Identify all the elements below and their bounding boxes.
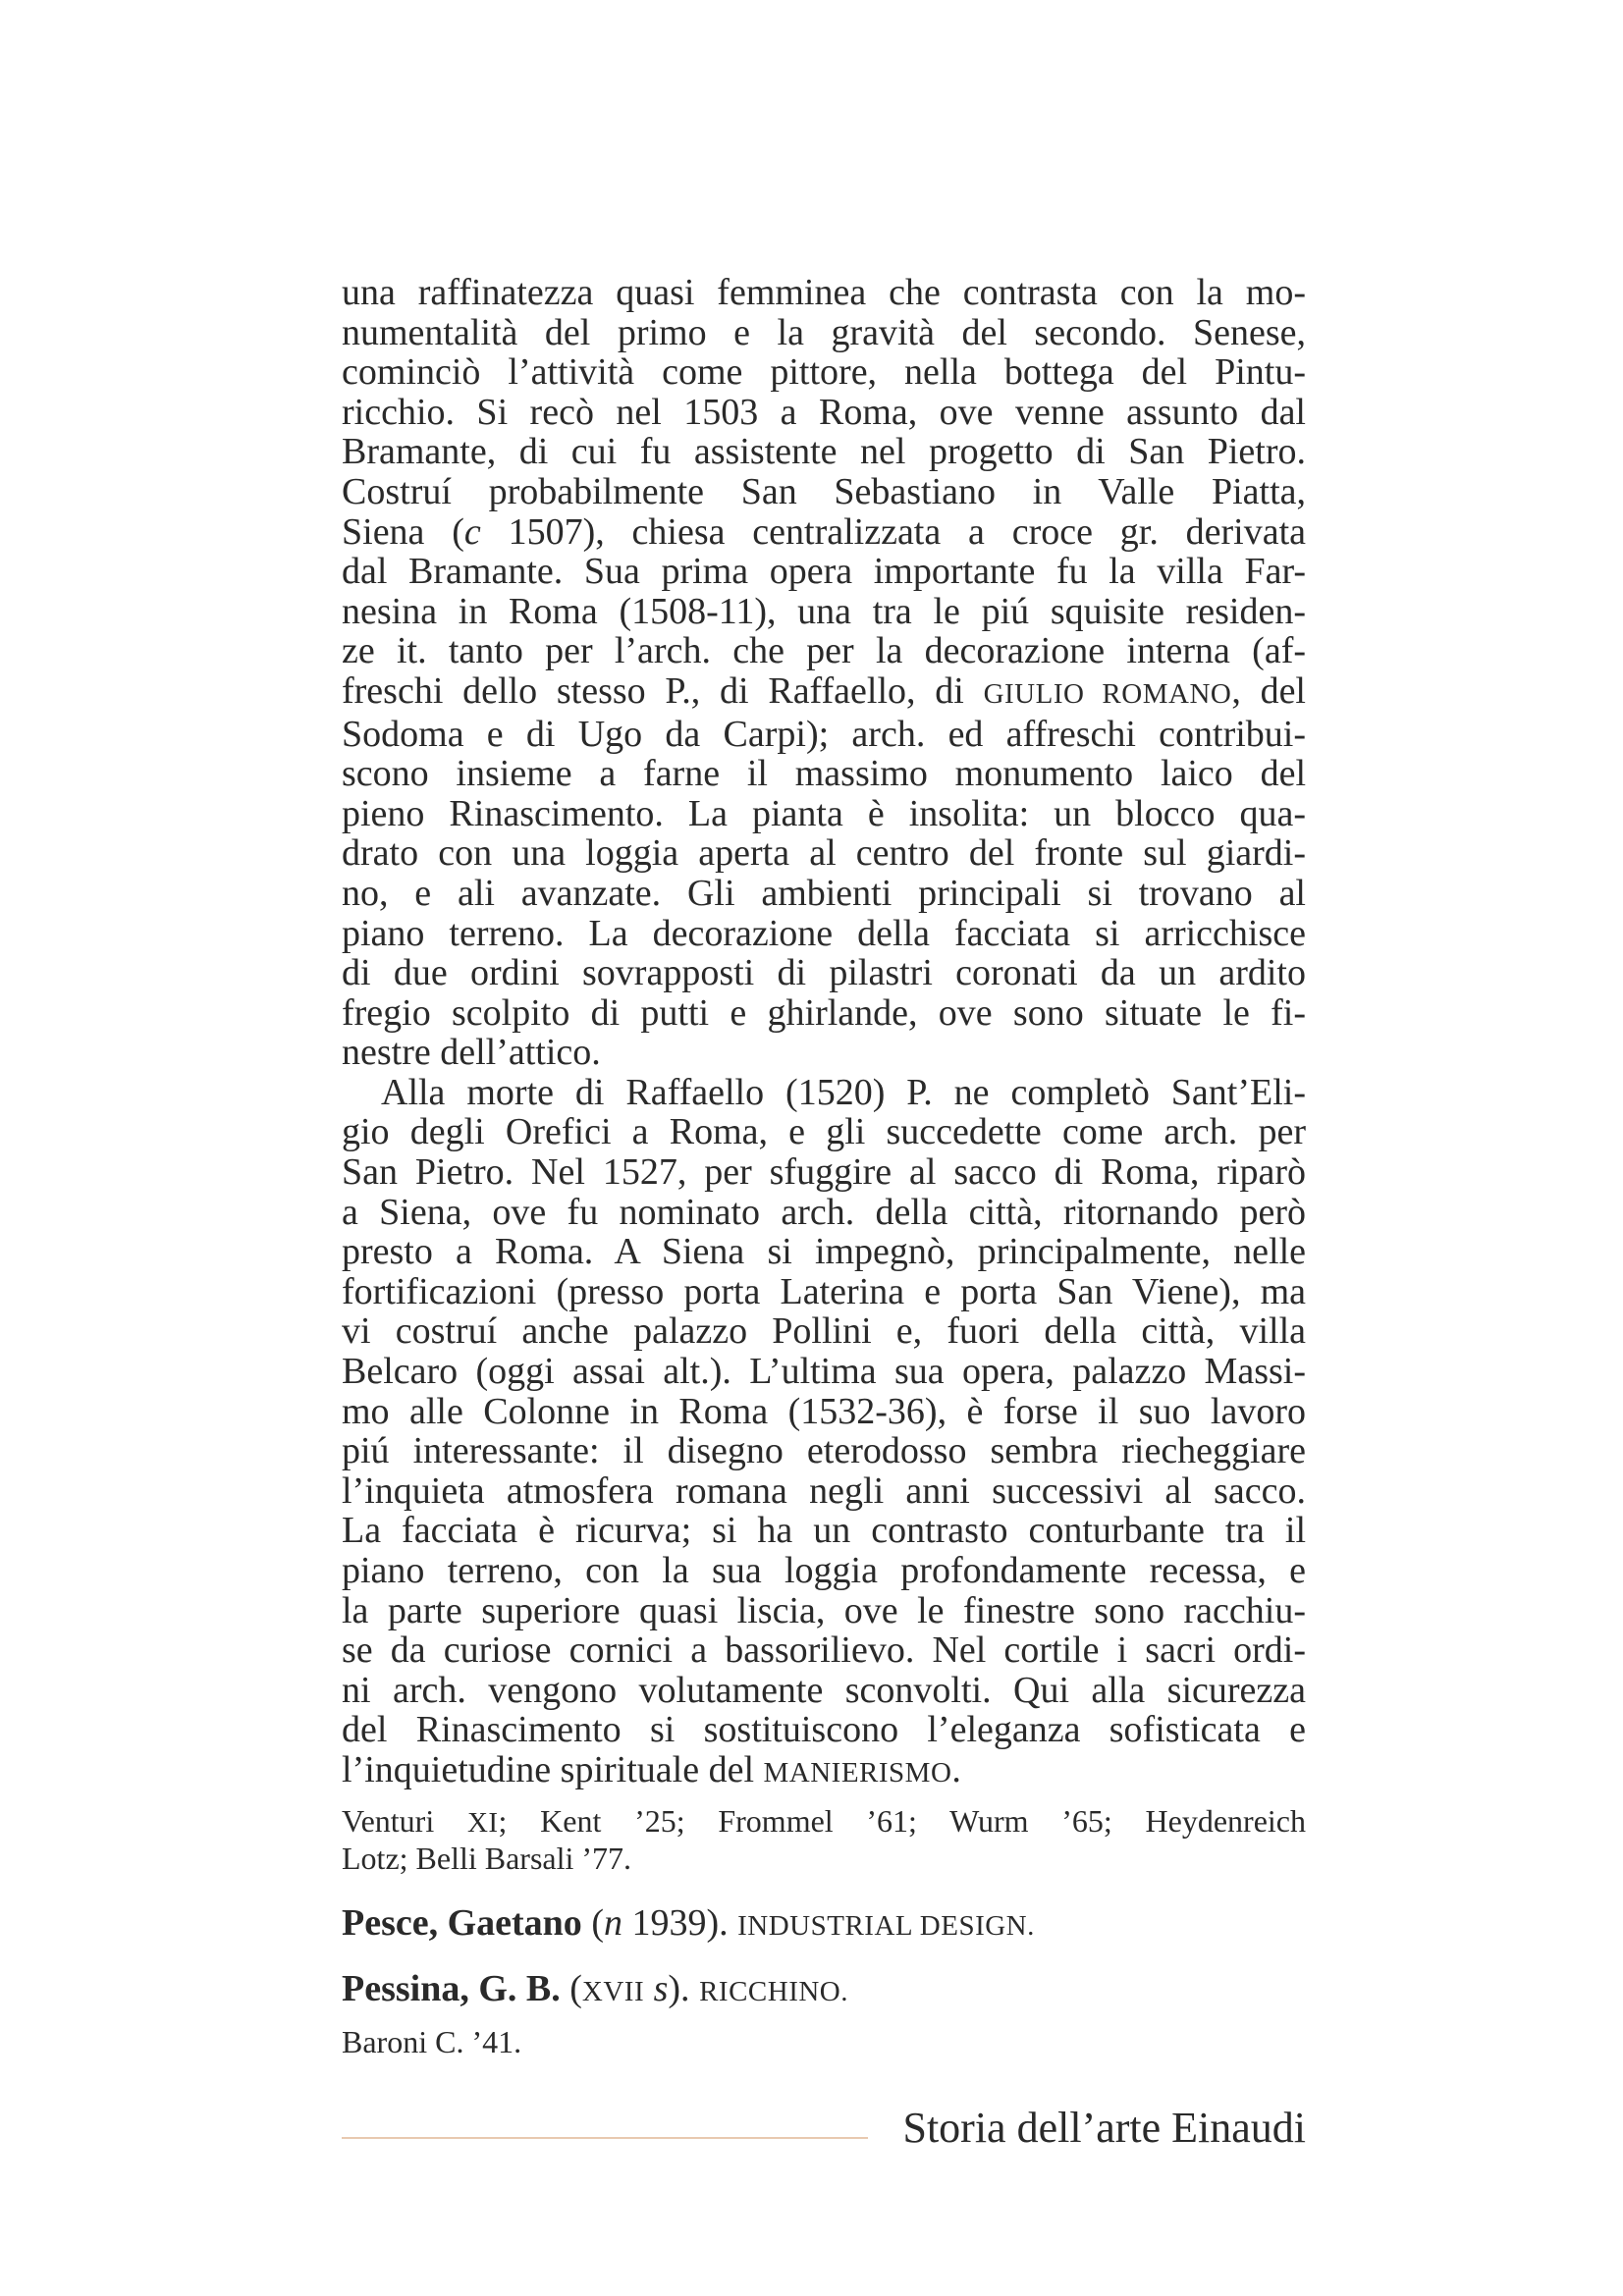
body-line: pieno Rinascimento. La pianta è insolita: un blocco qua- [342, 792, 1306, 834]
entry-dates: (n 1939). [591, 1901, 729, 1944]
body-line: Sodoma e di Ugo da Carpi); arch. ed affreschi contribui- [342, 713, 1306, 755]
body-line: Alla morte di Raffaello (1520) P. ne completò Sant’Eli- [381, 1071, 1306, 1113]
entry-pesce [342, 1903, 1306, 1946]
entry-name: Pesce, Gaetano [342, 1901, 582, 1944]
body-line: mo alle Colonne in Roma (1532-36), è forse il suo lavoro [342, 1390, 1306, 1432]
bibliography-line: Venturi XI; Kent ’25; Frommel ’61; Wurm ’65; Heydenreich [342, 1802, 1307, 1839]
article-body [342, 273, 1306, 1793]
entry-name: Pessina, G. B. [342, 1967, 561, 2009]
body-line: la parte superiore quasi liscia, ove le finestre sono racchiu- [342, 1589, 1306, 1631]
bibliography [342, 1803, 1306, 1876]
body-line: piano terreno, con la sua loggia profondamente recessa, e [342, 1550, 1306, 1591]
body-line: fregio scolpito di putti e ghirlande, ove sono situate le fi- [342, 991, 1306, 1034]
entry-pessina [342, 1969, 1306, 2011]
body-line: San Pietro. Nel 1527, per sfuggire al sacco di Roma, riparò [342, 1151, 1306, 1194]
page-footer [342, 2101, 1306, 2160]
body-line: del Rinascimento si sostituiscono l’eleganza sofisticata e [342, 1709, 1306, 1751]
body-line: La facciata è ricurva; si ha un contrasto conturbante tra il [342, 1510, 1306, 1552]
footer-rule [342, 2137, 868, 2139]
body-line: Siena (c 1507), chiesa centralizzata a croce gr. derivata [342, 510, 1307, 553]
body-line: Bramante, di cui fu assistente nel progetto di San Pietro. [342, 431, 1306, 473]
body-line: numentalità del primo e la gravità del secondo. Senese, [342, 311, 1306, 353]
body-line: drato con una loggia aperta al centro del fronte sul giardi- [342, 832, 1306, 875]
body-line: Belcaro (oggi assai alt.). L’ultima sua opera, palazzo Massi- [342, 1351, 1306, 1393]
bibliography-line: Baroni C. ’41. [342, 2023, 522, 2059]
body-line: nestre dell’attico. [342, 1032, 601, 1074]
entry-pessina-bibliography [342, 2021, 1306, 2060]
entry-crossref[interactable]: INDUSTRIAL DESIGN. [737, 1909, 1035, 1942]
body-line: Costruí probabilmente San Sebastiano in Valle Piatta, [342, 470, 1306, 512]
entry-dates: (XVII s). [569, 1967, 690, 2009]
body-line: fortificazioni (presso porta Laterina e porta San Viene), ma [342, 1270, 1306, 1312]
body-line: piú interessante: il disegno eterodosso sembra riecheggiare [342, 1430, 1306, 1472]
body-line: scono insieme a farne il massimo monumento laico del [342, 753, 1306, 795]
body-line: freschi dello stesso P., di Raffaello, di GIULIO ROMANO, del [342, 669, 1306, 712]
body-line: ze it. tanto per l’arch. che per la decorazione interna (af- [342, 630, 1306, 672]
body-line: l’inquieta atmosfera romana negli anni successivi al sacco. [342, 1469, 1306, 1512]
body-line: ni arch. vengono volutamente sconvolti. Qui alla sicurezza [342, 1669, 1306, 1711]
body-line: l’inquietudine spirituale del MANIERISMO. [342, 1748, 961, 1790]
entry-crossref[interactable]: RICCHINO. [699, 1975, 848, 2007]
bibliography-line: Lotz; Belli Barsali ’77. [342, 1840, 632, 1876]
body-line: cominciò l’attività come pittore, nella bottega del Pintu- [342, 351, 1306, 394]
body-line: una raffinatezza quasi femminea che contrasta con la mo- [342, 272, 1306, 313]
body-line: se da curiose cornici a bassorilievo. Nel cortile i sacri ordi- [342, 1629, 1306, 1672]
body-line: ricchio. Si recò nel 1503 a Roma, ove venne assunto dal [342, 391, 1306, 433]
body-line: dal Bramante. Sua prima opera importante fu la villa Far- [342, 551, 1306, 593]
body-line: vi costruí anche palazzo Pollini e, fuori della città, villa [342, 1310, 1306, 1353]
body-line: nesina in Roma (1508-11), una tra le piú squisite residen- [342, 590, 1306, 632]
body-line: piano terreno. La decorazione della facciata si arricchisce [342, 912, 1306, 954]
publisher-credit: Storia dell’arte Einaudi [902, 2104, 1306, 2152]
body-line: no, e ali avanzate. Gli ambienti principali si trovano al [342, 872, 1306, 914]
body-line: a Siena, ove fu nominato arch. della città, ritornando però [342, 1191, 1306, 1233]
body-line: di due ordini sovrapposti di pilastri coronati da un ardito [342, 952, 1306, 994]
body-line: gio degli Orefici a Roma, e gli succedette come arch. per [342, 1111, 1306, 1153]
document-page [342, 273, 1306, 2060]
body-line: presto a Roma. A Siena si impegnò, principalmente, nelle [342, 1231, 1306, 1273]
